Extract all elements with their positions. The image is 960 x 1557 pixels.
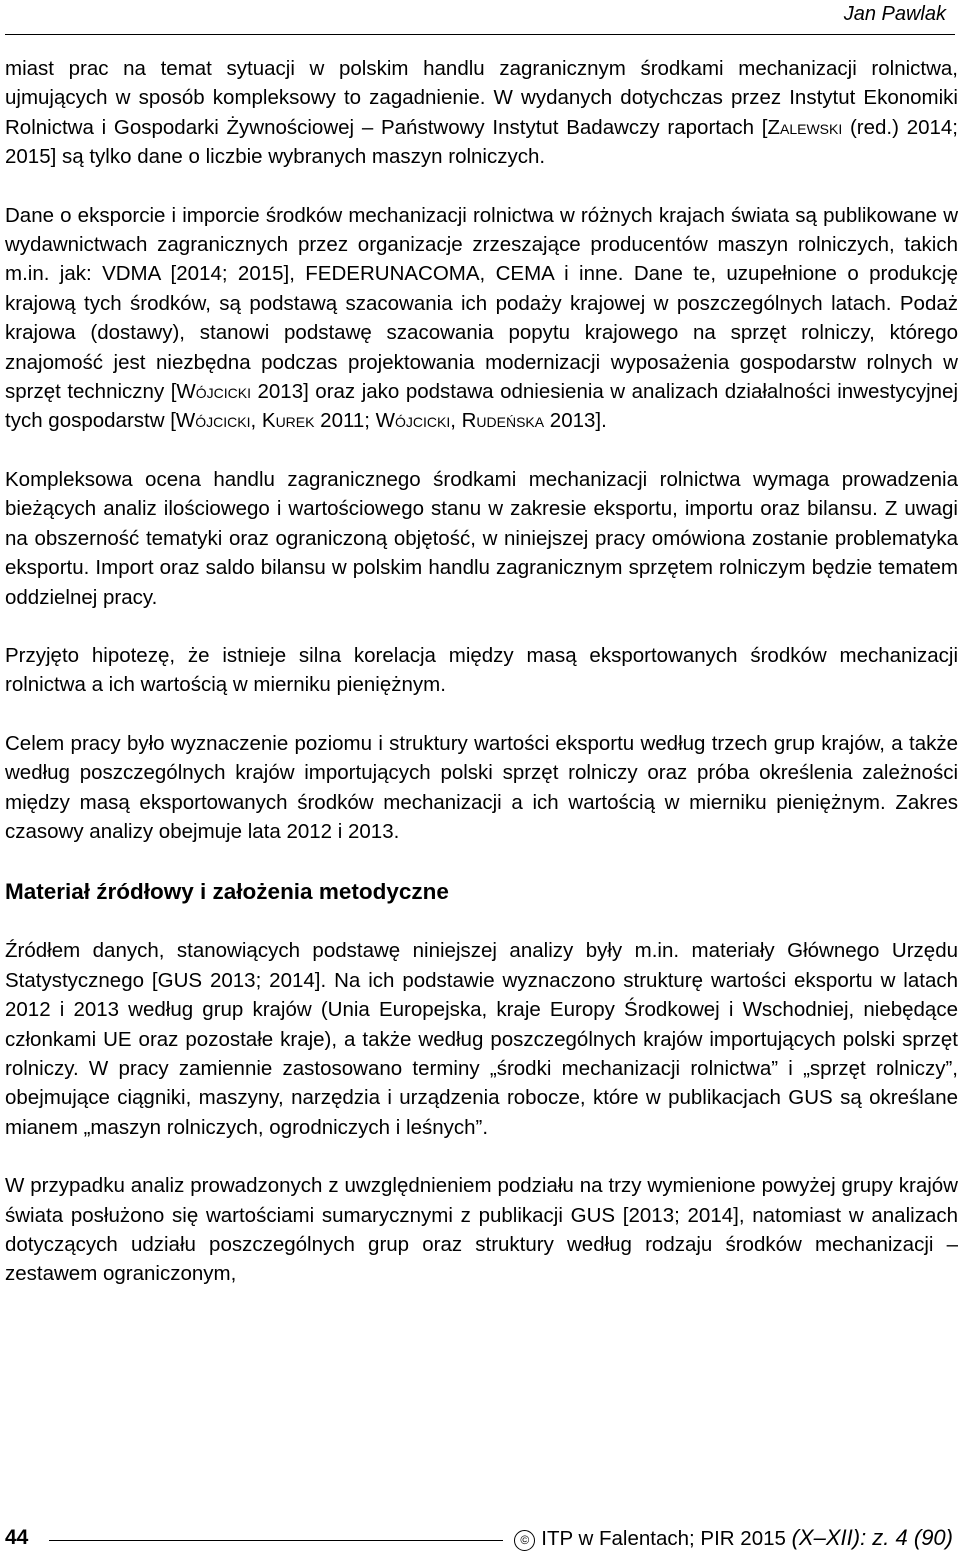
citation-author: Wójcicki — [176, 380, 251, 404]
section-heading: Materiał źródłowy i założenia metodyczne — [5, 879, 449, 905]
paragraph-1 — [5, 54, 958, 172]
citation-author: Wójcicki, Kurek — [175, 409, 315, 433]
citation-author: Wójcicki, Rudeńska — [375, 409, 545, 433]
paragraph-2-text-a: Dane o eksporcie i imporcie środków mechanizacji rolnictwa w różnych krajach świata są publikowane w wydawnictwach zagranicznych przez organizacje zrzeszające producentów maszyn rolniczych, takich m.in. jak: VDMA [2014; 2015], FEDERUNACOMA, CEMA i inne. Dane te, uzupełnione o produkcję krajową tych środków, są podstawą szacowania ich podaży krajowej w poszczególnych latach. Podaż krajowa (dostawy), stanowi podstawę szacowania popytu krajowego na sprzęt rolniczy, którego znajomość jest niezbędna podczas projektowania modernizacji wyposażenia gospodarstw rolnych w sprzęt techniczny [ — [5, 203, 958, 404]
header-rule — [5, 34, 955, 35]
paragraph-5: Celem pracy było wyznaczenie poziomu i struktury wartości eksportu według trzech grup krajów, a także według poszczególnych krajów importujących polski sprzęt rolniczy oraz próba określenia zależności między masą eksportowanych środków mechanizacji a ich wartością w mierniku pieniężnym. Zakres czasowy analizy obejmuje lata 2012 i 2013. — [5, 731, 958, 843]
paragraph-2-text-c: 2011; — [314, 409, 376, 433]
page-footer — [5, 1523, 953, 1557]
paragraph-7: W przypadku analiz prowadzonych z uwzględnieniem podziału na trzy wymienione powyżej grupy krajów świata posłużono się wartościami sumarycznymi z publikacji GUS [2013; 2014], natomiast w analizach dotyczących udziału poszczególnych grup oraz struktury według rodzaju środków mechanizacji – zestawem ograniczonym, — [5, 1174, 958, 1286]
citation-author: Zalewski — [767, 115, 843, 139]
article-body — [5, 54, 958, 1289]
publisher-name: ITP w Falentach; PIR 2015 — [541, 1527, 786, 1550]
paragraph-4: Przyjęto hipotezę, że istnieje silna korelacja między masą eksportowanych środków mechanizacji rolnictwa a ich wartością w mierniku pieniężnym. — [5, 643, 958, 697]
journal-citation — [514, 1523, 953, 1554]
paragraph-3: Kompleksowa ocena handlu zagranicznego środkami mechanizacji rolnictwa wymaga prowadzenia bieżących analiz ilościowego i wartościowego stanu w zakresie eksportu, importu oraz bilansu. Z uwagi na obszerność tematyki oraz ograniczoną objętość, w niniejszej pracy omówiona zostanie problematyka eksportu. Import oraz saldo bilansu w polskim handlu zagranicznym sprzętem rolniczym będzie tematem oddzielnej pracy. — [5, 467, 958, 609]
page-number: 44 — [5, 1526, 29, 1549]
paragraph-6: Źródłem danych, stanowiących podstawę niniejszej analizy były m.in. materiały Głównego Urzędu Statystycznego [GUS 2013; 2014]. Na ich podstawie wyznaczono strukturę wartości eksportu w latach 2012 i 2013 według grup krajów (Unia Europejska, kraje Europy Środkowej i Wschodniej, niebędące członkami UE oraz pozostałe kraje), a także według poszczególnych krajów importujących polski sprzęt rolniczy. W pracy zamiennie zastosowano terminy „środki mechanizacji rolnictwa” i „sprzęt rolniczy”, obejmujące ciągniki, maszyny, narzędzia i urządzenia robocze, które w publikacjach GUS są określane mianem „maszyn rolniczych, ogrodniczych i leśnych”. — [5, 939, 958, 1139]
paragraph-2-text-b: 2013] oraz jako podstawa odniesienia w analizach działalności inwestycyjnej tych gospodarstw [ — [5, 380, 959, 433]
running-header-author: Jan Pawlak — [843, 3, 946, 25]
paragraph-1-text-b: (red.) 2014; 2015] są tylko dane o liczbie wybranych maszyn rolniczych. — [5, 115, 959, 169]
footer-rule — [49, 1540, 503, 1541]
paragraph-1-text-a: miast prac na temat sytuacji w polskim handlu zagranicznym środkami mechanizacji rolnictwa, ujmujących w sposób kompleksowy to zagadnienie. W wydanych dotychczas przez Instytut Ekonomiki Rolnictwa i Gospodarki Żywnościowej – Państwowy Instytut Badawczy raportach [ — [5, 57, 958, 139]
issue-info: (X–XII): z. 4 (90) — [791, 1525, 953, 1550]
paragraph-2-text-d: 2013]. — [544, 409, 607, 433]
copyright-icon: © — [514, 1530, 535, 1551]
paragraph-2 — [5, 201, 958, 436]
